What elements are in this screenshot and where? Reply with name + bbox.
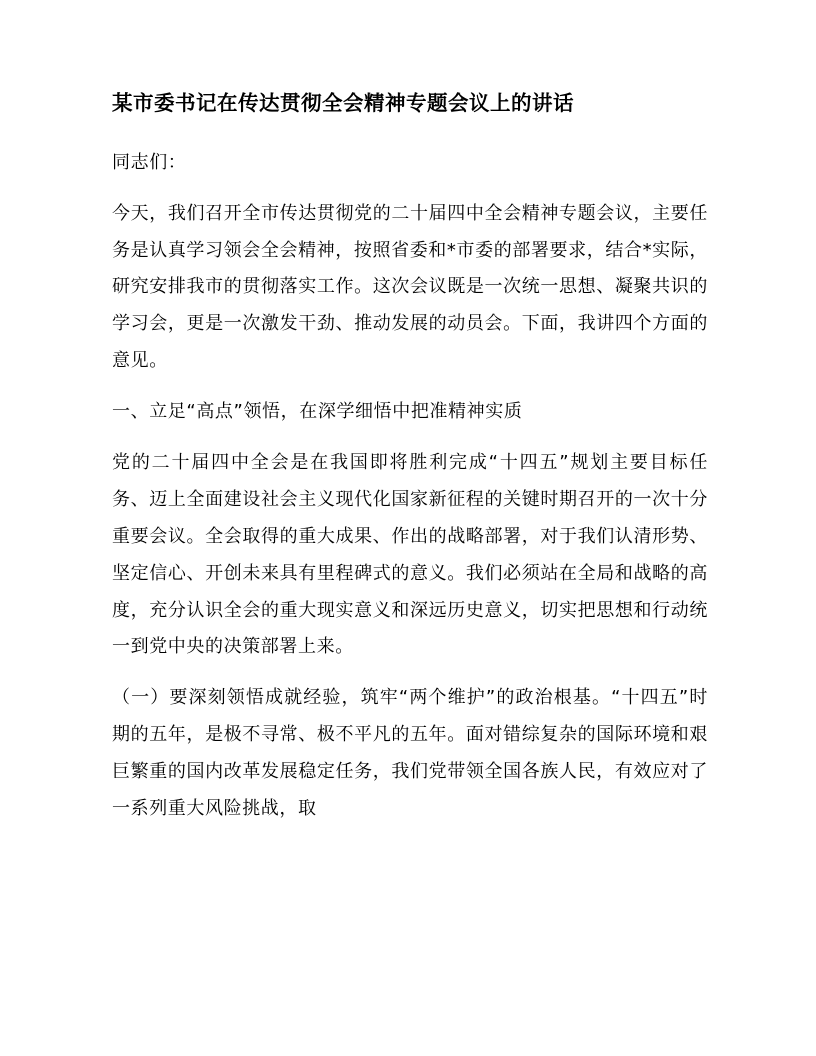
section-heading-1: 一、立足“高点”领悟，在深学细悟中把准精神实质: [112, 401, 523, 423]
paragraph-1: 今天，我们召开全市传达贯彻党的二十届四中全会精神专题会议，主要任务是认真学习领会全会精神，按照省委和*市委的部署要求，结合*实际，研究安排我市的贯彻落实工作。这次会议既是一次统一思想、凝聚共识的学习会，更是一次激发干劲、推动发展的动员会。下面，我讲四个方面的意见。: [112, 202, 708, 372]
paragraph-2: 党的二十届四中全会是在我国即将胜利完成“十四五”规划主要目标任务、迈上全面建设社会主义现代化国家新征程的关键时期召开的一次十分重要会议。全会取得的重大成果、作出的战略部署，对于我们认清形势、坚定信心、开创未来具有里程碑式的意义。我们必须站在全局和战略的高度，充分认识全会的重大现实意义和深远历史意义，切实把思想和行动统一到党中央的决策部署上来。: [112, 451, 708, 658]
paragraph-3: （一）要深刻领悟成就经验，筑牢“两个维护”的政治根基。“十四五”时期的五年，是极不寻常、极不平凡的五年。面对错综复杂的国际环境和艰巨繁重的国内改革发展稳定任务，我们党带领全国各族人民，有效应对了一系列重大风险挑战，取: [112, 687, 708, 819]
page-title: 某市委书记在传达贯彻全会精神专题会议上的讲话: [112, 91, 574, 115]
salutation: 同志们：: [112, 151, 187, 173]
